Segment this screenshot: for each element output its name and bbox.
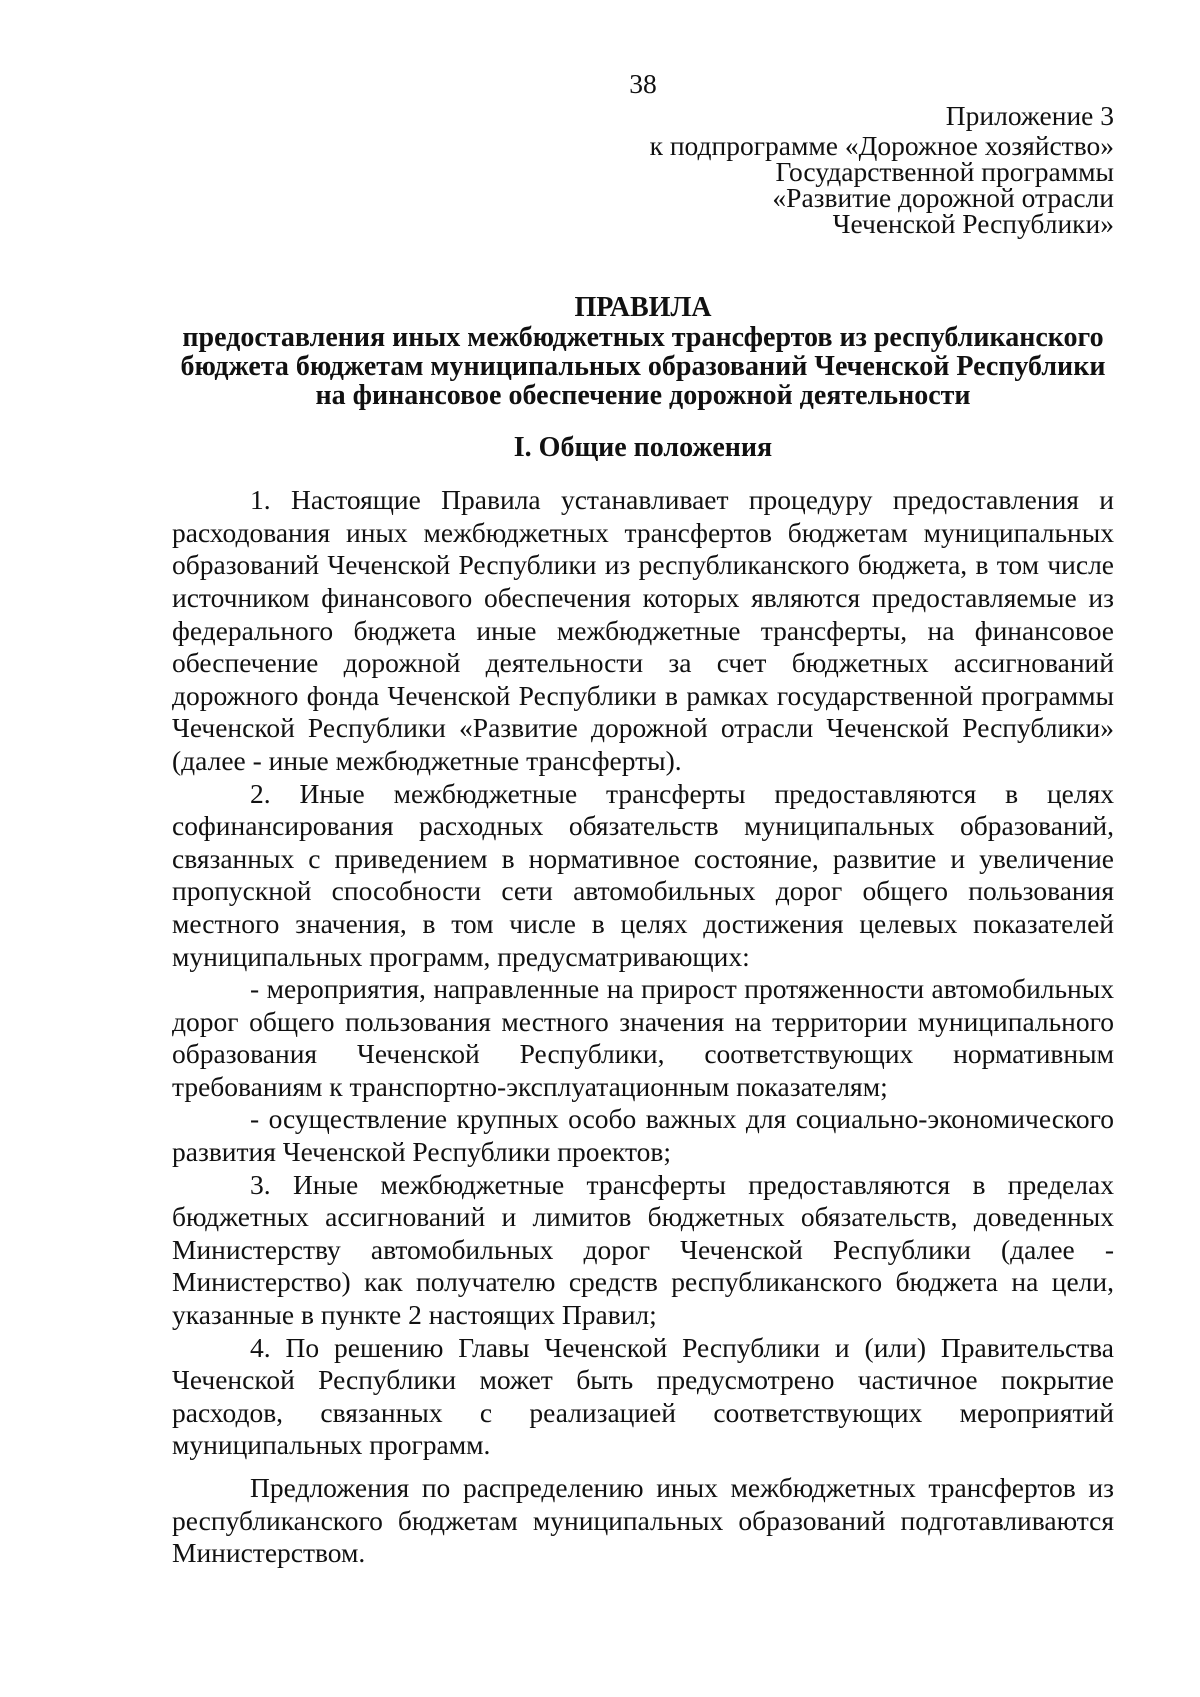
document-title: ПРАВИЛА [574, 291, 712, 323]
appendix-line: «Развитие дорожной отрасли [772, 181, 1114, 213]
paragraph-4: 4. По решению Главы Чеченской Республики и (или) Правительства Чеченской Республики может быть предусмотрено частичное покрытие расходов, связанных с реализацией соответствующих мероприятий муниципальных программ. [172, 1331, 1114, 1461]
document-subtitle-line: предоставления иных межбюджетных трансфертов из республиканского [182, 321, 1104, 353]
document-page [172, 68, 1114, 1570]
paragraph-2: 2. Иные межбюджетные трансферты предоставляются в целях софинансирования расходных обязательств муниципальных образований, связанных с приведением в нормативное состояние, развитие и увеличение пропускной способности сети автомобильных дорог общего пользования местного значения, в том числе в целях достижения целевых показателей муниципальных программ, предусматривающих: [172, 777, 1114, 972]
document-title-block [172, 293, 1114, 410]
page-number: 38 [629, 68, 657, 99]
paragraph-3: 3. Иные межбюджетные трансферты предоставляются в пределах бюджетных ассигнований и лимитов бюджетных обязательств, доведенных Министерству автомобильных дорог Чеченской Республики (далее - Министерство) как получателю средств республиканского бюджета на цели, указанные в пункте 2 настоящих Правил; [172, 1168, 1114, 1331]
paragraph-1: 1. Настоящие Правила устанавливает процедуру предоставления и расходования иных межбюджетных трансфертов бюджетам муниципальных образований Чеченской Республики из республиканского бюджета, в том числе источником финансового обеспечения которых являются предоставляемые из федерального бюджета иные межбюджетные трансферты, на финансовое обеспечение дорожной деятельности за счет бюджетных ассигнований дорожного фонда Чеченской Республики в рамках государственной программы Чеченской Республики «Развитие дорожной отрасли Чеченской Республики» (далее - иные межбюджетные трансферты). [172, 484, 1114, 776]
paragraph-5: Предложения по распределению иных межбюджетных трансфертов из республиканского бюджетам муниципальных образований подготавливаются Министерством. [172, 1472, 1114, 1569]
appendix-line: Чеченской Республики» [832, 207, 1114, 239]
document-subtitle-line: на финансовое обеспечение дорожной деятельности [315, 379, 971, 411]
appendix-line: к подпрограмме «Дорожное хозяйство» [649, 129, 1114, 161]
list-item-2: - осуществление крупных особо важных для социально-экономического развития Чеченской Республики проектов; [172, 1103, 1114, 1168]
appendix-block [172, 99, 1114, 239]
appendix-label: Приложение 3 [945, 99, 1114, 131]
section-heading: I. Общие положения [513, 431, 773, 463]
section-body [172, 484, 1114, 1570]
appendix-line: Государственной программы [775, 155, 1114, 187]
document-subtitle-line: бюджета бюджетам муниципальных образований Чеченской Республики [180, 350, 1106, 382]
list-item-1: - мероприятия, направленные на прирост протяженности автомобильных дорог общего пользования местного значения на территории муниципального образования Чеченской Республики, соответствующих нормативным требованиям к транспортно-эксплуатационным показателям; [172, 973, 1114, 1102]
